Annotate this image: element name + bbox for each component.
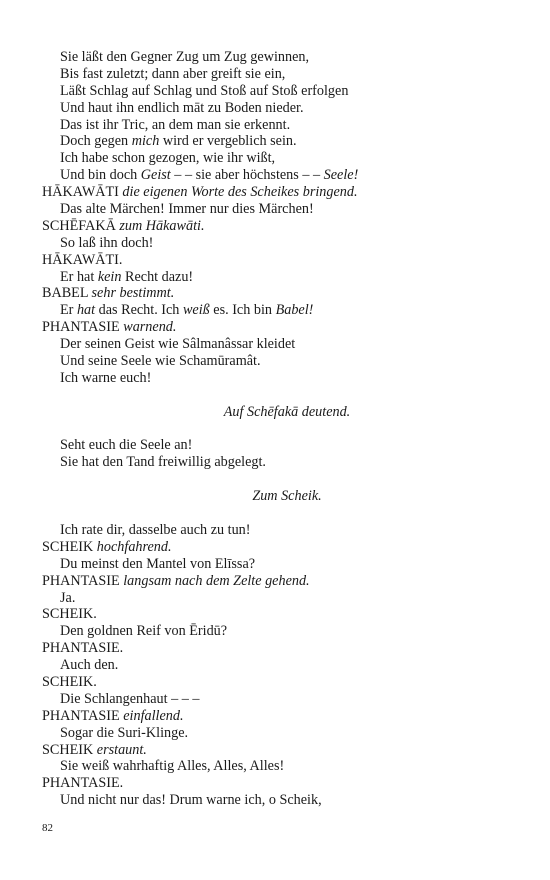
page-number: 82: [42, 822, 53, 834]
verse-line: [42, 556, 522, 573]
italic-text: zum Hākawāti.: [119, 217, 205, 234]
text-run: Das alte Märchen! Immer nur dies Märchen!: [60, 201, 314, 218]
speaker-line: [42, 674, 522, 691]
italic-text: sehr bestimmt.: [91, 285, 175, 302]
blank-line: [42, 387, 522, 404]
text-run: PHANTASIE.: [42, 640, 124, 657]
verse-line: [42, 370, 522, 387]
text-run: – – sie aber höchstens – –: [170, 167, 324, 184]
text-run: wird er vergeblich sein.: [159, 133, 297, 150]
text-run: Doch gegen: [60, 133, 132, 150]
text-run: PHANTASIE.: [42, 775, 124, 792]
text-run: Ich habe schon gezogen, wie ihr wißt,: [60, 150, 276, 167]
text-run: Und nicht nur das! Drum warne ich, o Scheik,: [60, 792, 322, 809]
verse-line: [42, 167, 522, 184]
italic-text: warnend.: [123, 319, 177, 336]
speaker-line: [42, 708, 522, 725]
text-run: Du meinst den Mantel von Elīssa?: [60, 555, 256, 572]
speaker-line: [42, 640, 522, 657]
speaker-line: [42, 539, 522, 556]
text-run: es. Ich bin: [209, 302, 276, 319]
verse-line: [42, 66, 522, 83]
text-run: Sogar die Suri-Klinge.: [60, 724, 189, 741]
speaker-line: [42, 285, 522, 302]
verse-line: [42, 792, 522, 809]
text-run: Sie läßt den Gegner Zug um Zug gewinnen,: [60, 49, 310, 65]
text-run: SCHEIK: [42, 538, 97, 555]
verse-line: [42, 235, 522, 252]
verse-line: [42, 657, 522, 674]
italic-text: mich: [131, 133, 160, 150]
text-run: Bis fast zuletzt; dann aber greift sie ein,: [60, 65, 286, 82]
text-run: PHANTASIE: [42, 319, 124, 336]
blank-line: [42, 505, 522, 522]
verse-line: [42, 83, 522, 100]
text-run: Er: [60, 302, 77, 319]
verse-line: [42, 725, 522, 742]
text-run: So laß ihn doch!: [60, 234, 154, 251]
text-run: Seht euch die Seele an!: [60, 437, 193, 454]
page-text: [42, 49, 522, 809]
verse-line: [42, 150, 522, 167]
italic-text: kein: [97, 268, 122, 285]
text-run: Die Schlangenhaut – – –: [60, 690, 200, 707]
blank-line: [42, 471, 522, 488]
text-run: Ich warne euch!: [60, 369, 152, 386]
text-run: SCHEIK.: [42, 673, 97, 690]
text-run: Zum Scheik.: [252, 488, 322, 505]
verse-line: [42, 336, 522, 353]
text-run: PHANTASIE: [42, 572, 124, 589]
verse-line: [42, 353, 522, 370]
italic-text: langsam nach dem Zelte gehend.: [123, 572, 310, 589]
text-run: Und haut ihn endlich māt zu Boden nieder.: [60, 99, 304, 116]
italic-text: Seele!: [323, 167, 359, 184]
stage-direction: [42, 488, 522, 505]
speaker-line: [42, 573, 522, 590]
speaker-line: [42, 775, 522, 792]
speaker-line: [42, 319, 522, 336]
italic-text: einfallend.: [123, 707, 184, 724]
italic-text: hat: [76, 302, 96, 319]
verse-line: [42, 269, 522, 286]
italic-text: hochfahrend.: [96, 538, 172, 555]
text-run: PHANTASIE: [42, 707, 124, 724]
blank-line: [42, 421, 522, 438]
speaker-line: [42, 218, 522, 235]
verse-line: [42, 454, 522, 471]
speaker-line: [42, 742, 522, 759]
verse-line: [42, 437, 522, 454]
text-run: Den goldnen Reif von Ēridū?: [60, 623, 228, 640]
text-run: Sie hat den Tand freiwillig abgelegt.: [60, 454, 266, 471]
verse-line: [42, 590, 522, 607]
italic-text: die eigenen Worte des Scheikes bringend.: [122, 184, 358, 201]
verse-line: [42, 201, 522, 218]
speaker-line: [42, 184, 522, 201]
verse-line: [42, 302, 522, 319]
text-run: HĀKAWĀTI: [42, 184, 123, 201]
text-run: Ich rate dir, dasselbe auch zu tun!: [60, 521, 251, 538]
text-run: SCHEIK: [42, 741, 97, 758]
speaker-line: [42, 252, 522, 269]
verse-line: [42, 623, 522, 640]
italic-text: Babel!: [275, 302, 314, 319]
verse-line: [42, 522, 522, 539]
text-run: Auch den.: [60, 657, 119, 674]
italic-text: Geist: [140, 167, 171, 184]
text-run: Das ist ihr Tric, an dem man sie erkennt.: [60, 116, 291, 133]
italic-text: weiß: [182, 302, 210, 319]
text-run: Und bin doch: [60, 167, 141, 184]
verse-line: [42, 100, 522, 117]
speaker-line: [42, 606, 522, 623]
text-run: Läßt Schlag auf Schlag und Stoß auf Stoß erfolgen: [60, 82, 349, 99]
text-run: Ja.: [60, 589, 76, 606]
text-run: Recht dazu!: [121, 268, 194, 285]
text-run: Der seinen Geist wie Sâlmanâssar kleidet: [60, 336, 296, 353]
text-run: Und seine Seele wie Schamūramât.: [60, 353, 261, 370]
verse-line: [42, 691, 522, 708]
verse-line: [42, 117, 522, 134]
text-run: HĀKAWĀTI.: [42, 251, 123, 268]
text-run: Er hat: [60, 268, 98, 285]
text-run: BABEL: [42, 285, 92, 302]
verse-line: [42, 133, 522, 150]
italic-text: erstaunt.: [96, 741, 147, 758]
verse-line: [42, 49, 522, 66]
text-run: das Recht. Ich: [95, 302, 183, 319]
verse-line: [42, 758, 522, 775]
text-run: SCHEIK.: [42, 606, 97, 623]
text-run: SCHĒFAKĀ: [42, 217, 120, 234]
stage-direction: [42, 404, 522, 421]
text-run: Sie weiß wahrhaftig Alles, Alles, Alles!: [60, 758, 285, 775]
text-run: Auf Schēfakā deutend.: [223, 403, 351, 420]
